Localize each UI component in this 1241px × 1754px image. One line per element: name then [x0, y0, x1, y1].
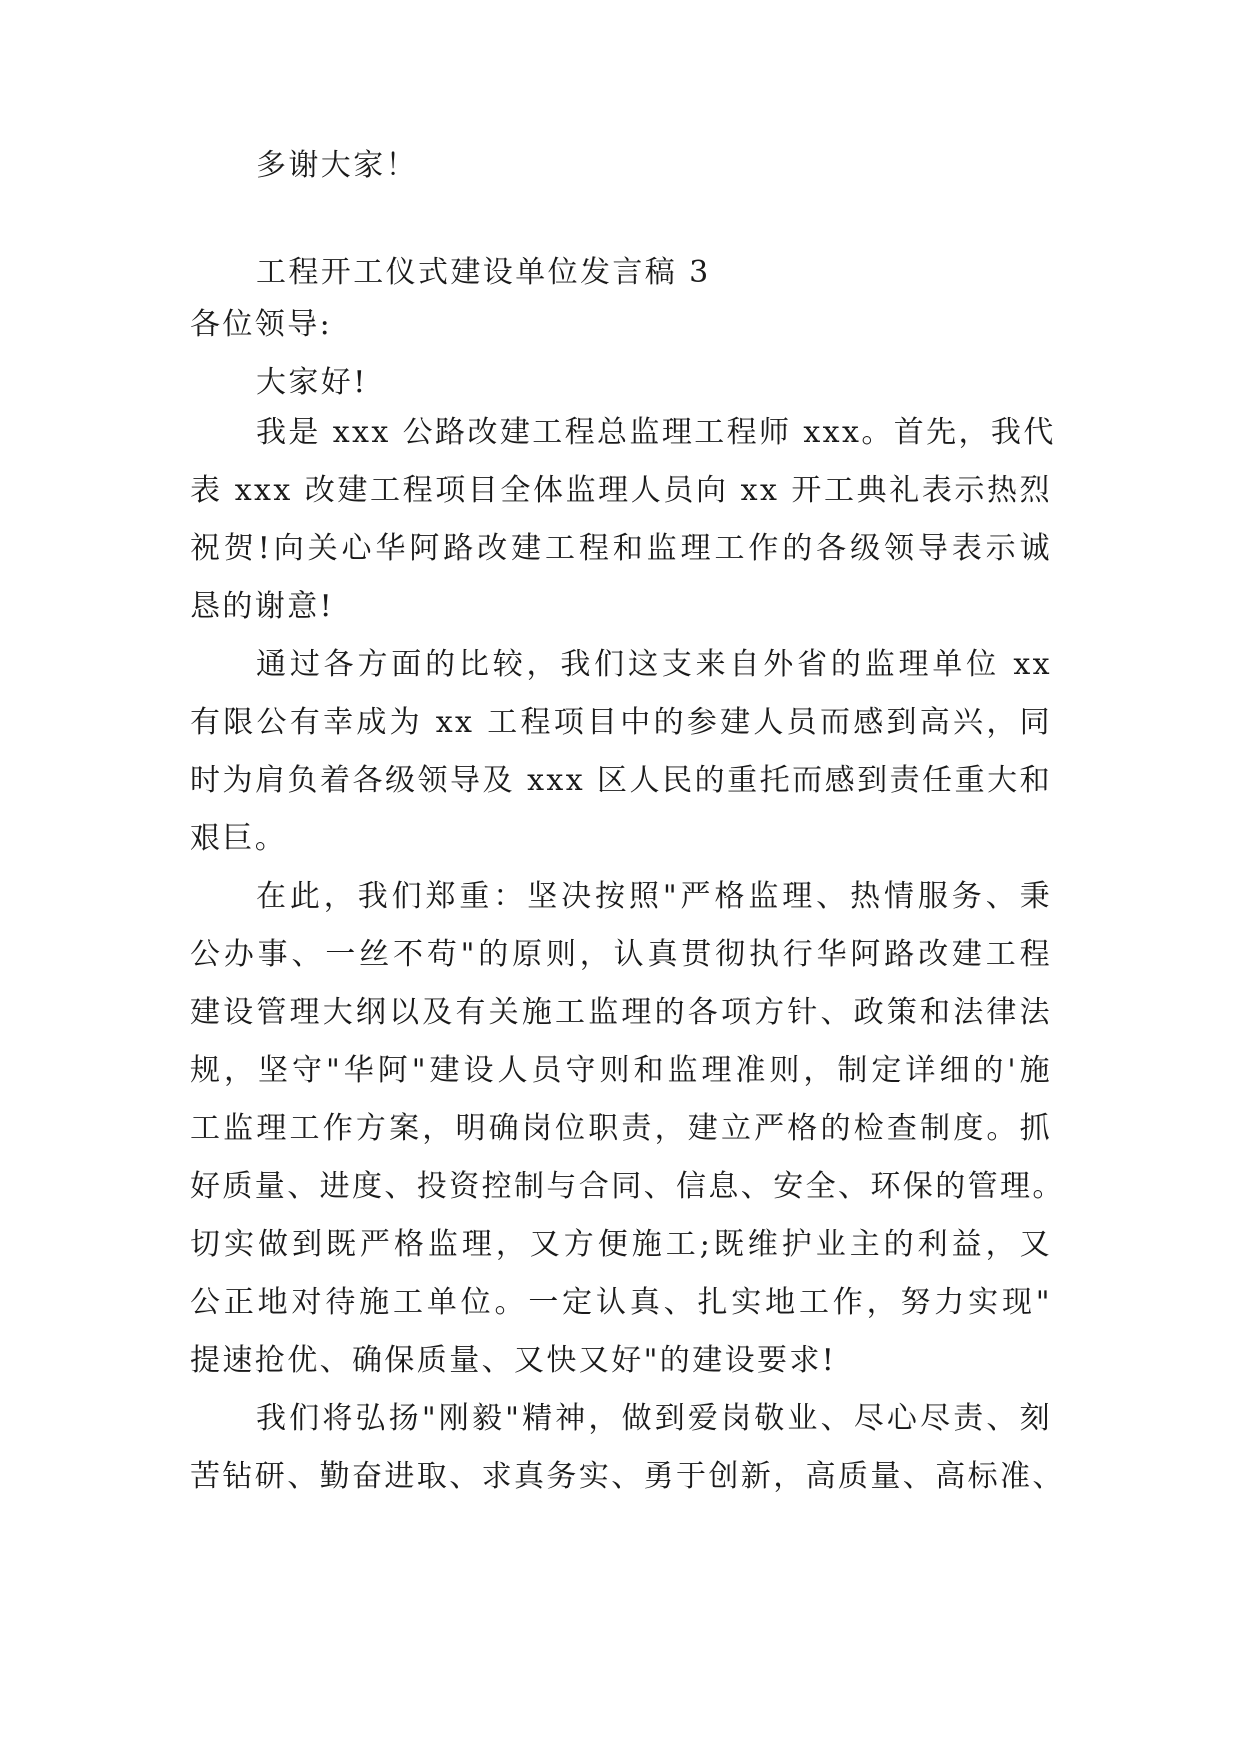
paragraph-2 — [190, 636, 1052, 868]
speech-heading: 工程开工仪式建设单位发言稿 3 — [256, 255, 711, 290]
paragraph-line: 有限公有幸成为 xx 工程项目中的参建人员而感到高兴，同 — [190, 705, 1052, 740]
paragraph-line: 艰巨。 — [190, 821, 288, 856]
paragraph-line: 恳的谢意! — [190, 589, 335, 624]
paragraph-4 — [190, 1390, 1065, 1506]
paragraph-line: 时为肩负着各级领导及 xxx 区人民的重托而感到责任重大和 — [190, 763, 1052, 798]
paragraph-line: 建设管理大纲以及有关施工监理的各项方针、政策和法律法 — [190, 995, 1052, 1030]
closing-line: 多谢大家！ — [256, 148, 418, 183]
paragraph-line: 通过各方面的比较，我们这支来自外省的监理单位 xx — [256, 647, 1052, 682]
opening-block — [190, 296, 1052, 412]
paragraph-line: 好质量、进度、投资控制与合同、信息、安全、环保的管理。 — [190, 1169, 1065, 1204]
paragraph-line: 提速抢优、确保质量、又快又好"的建设要求! — [190, 1343, 837, 1378]
paragraph-1 — [190, 404, 1056, 636]
paragraph-line: 我是 xxx 公路改建工程总监理工程师 xxx。首先，我代 — [256, 415, 1056, 450]
paragraph-line: 工监理工作方案，明确岗位职责，建立严格的检查制度。抓 — [190, 1111, 1052, 1146]
salutation-line: 各位领导: — [190, 307, 333, 342]
paragraph-line: 规，坚守"华阿"建设人员守则和监理准则，制定详细的'施 — [190, 1053, 1052, 1088]
paragraph-line: 公办事、一丝不苟"的原则，认真贯彻执行华阿路改建工程 — [190, 937, 1052, 972]
paragraph-line: 表 xxx 改建工程项目全体监理人员向 xx 开工典礼表示热烈 — [190, 473, 1052, 508]
greeting-line: 大家好! — [256, 365, 368, 400]
paragraph-line: 公正地对待施工单位。一定认真、扎实地工作，努力实现" — [190, 1285, 1052, 1320]
paragraph-3 — [190, 868, 1065, 1390]
paragraph-line: 切实做到既严格监理，又方便施工;既维护业主的利益，又 — [190, 1227, 1052, 1262]
paragraph-line: 苦钻研、勤奋进取、求真务实、勇于创新，高质量、高标准、 — [190, 1459, 1065, 1494]
heading-block — [190, 244, 1052, 302]
paragraph-line: 祝贺!向关心华阿路改建工程和监理工作的各级领导表示诚 — [190, 531, 1052, 566]
paragraph-line: 我们将弘扬"刚毅"精神，做到爱岗敬业、尽心尽责、刻 — [256, 1401, 1052, 1436]
closing-block — [190, 137, 1052, 195]
paragraph-line: 在此，我们郑重：坚决按照"严格监理、热情服务、秉 — [256, 879, 1052, 914]
